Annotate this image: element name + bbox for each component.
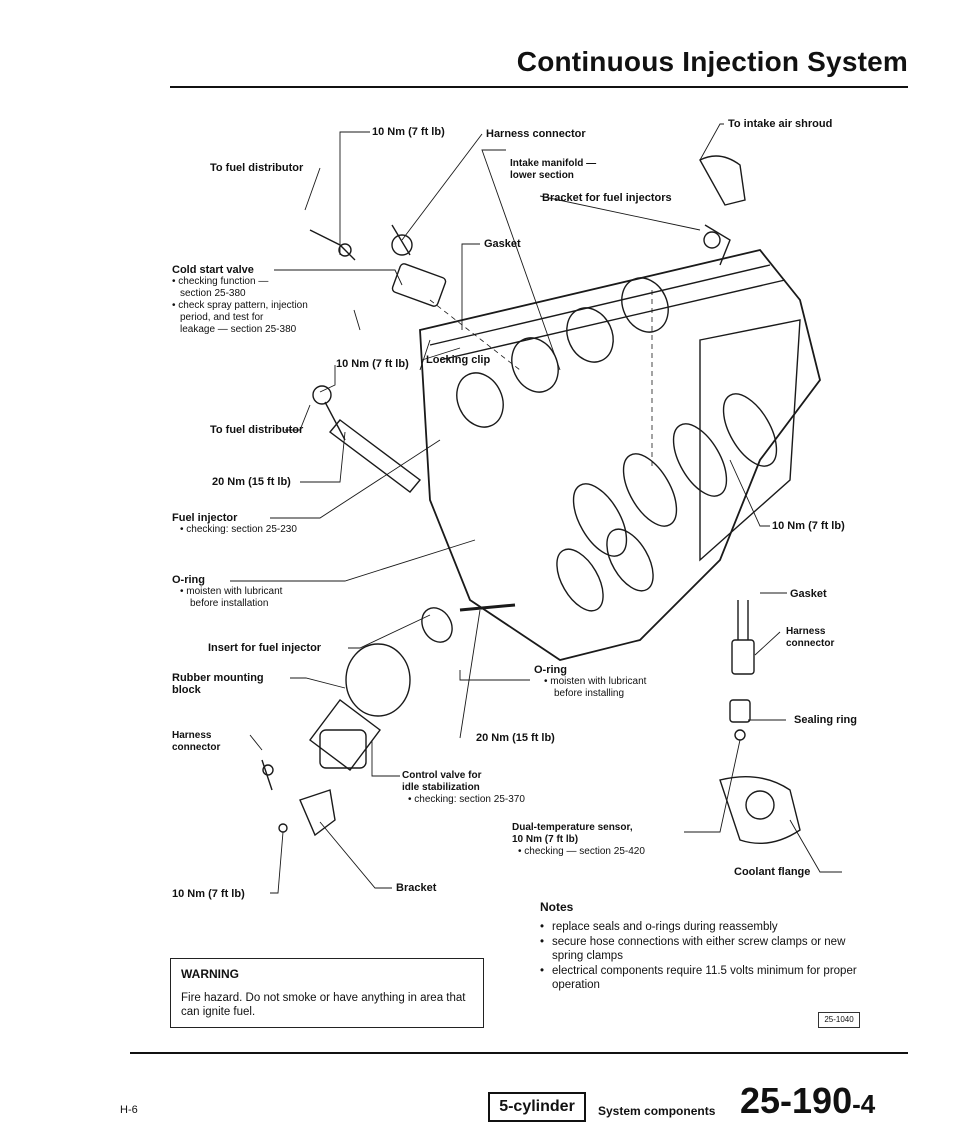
label-gasket-right: Gasket	[790, 588, 827, 600]
note-item: • replace seals and o-rings during reassembly	[540, 920, 860, 934]
label-oring-left: O-ring • moisten with lubricant before installation	[172, 574, 283, 609]
engine-badge: 5-cylinder	[488, 1092, 586, 1122]
label-gasket-top: Gasket	[484, 238, 521, 250]
footer-rule	[130, 1052, 908, 1054]
label-oring-mid: O-ring • moisten with lubricant before installing	[534, 664, 647, 699]
label-sealing-ring: Sealing ring	[794, 714, 857, 726]
label-control-valve: Control valve for idle stabilization • checking: section 25-370	[402, 770, 525, 805]
label-cold-start-valve: Cold start valve • checking function — section 25-380 • check spray pattern, injection period, and test for leakage — section 25-380	[172, 264, 308, 335]
notes-list	[540, 920, 860, 993]
label-locking-clip: Locking clip	[426, 354, 491, 366]
label-harness-connector-right: Harness connector	[786, 626, 835, 649]
label-torque-20-left: 20 Nm (15 ft lb)	[212, 476, 291, 488]
label-insert-fuel-injector: Insert for fuel injector	[208, 642, 322, 654]
note-item: • secure hose connections with either screw clamps or new spring clamps	[540, 935, 860, 963]
warning-text: Fire hazard. Do not smoke or have anything in area that can ignite fuel.	[181, 992, 466, 1018]
label-harness-connector-top: Harness connector	[486, 128, 586, 140]
label-to-fuel-distributor-top: To fuel distributor	[210, 162, 304, 174]
label-torque-csv: 10 Nm (7 ft lb)	[336, 358, 409, 370]
section-name: System components	[598, 1104, 716, 1118]
figure-code: 25-1040	[818, 1012, 860, 1028]
page-left-number: H-6	[120, 1104, 138, 1116]
page-title: Continuous Injection System	[516, 46, 908, 77]
page-number: 25-190-4	[740, 1080, 876, 1121]
label-rubber-mounting-block: Rubber mounting block	[172, 672, 264, 696]
label-to-intake-air-shroud: To intake air shroud	[728, 118, 833, 130]
label-to-fuel-distributor-mid: To fuel distributor	[210, 424, 304, 436]
label-intake-manifold: Intake manifold — lower section	[510, 158, 597, 181]
label-torque-20-mid: 20 Nm (15 ft lb)	[476, 732, 555, 744]
label-fuel-injector: Fuel injector • checking: section 25-230	[172, 512, 297, 535]
label-coolant-flange: Coolant flange	[734, 866, 811, 878]
warning-box	[170, 958, 484, 1028]
label-dual-temperature-sensor: Dual-temperature sensor, 10 Nm (7 ft lb) • checking — section 25-420	[512, 822, 645, 857]
label-torque-top: 10 Nm (7 ft lb)	[372, 126, 445, 138]
label-bracket-fuel-injectors: Bracket for fuel injectors	[542, 192, 672, 204]
label-harness-connector-left: Harness connector	[172, 730, 221, 753]
label-torque-bottom: 10 Nm (7 ft lb)	[172, 888, 245, 900]
note-item: • electrical components require 11.5 volts minimum for proper operation	[540, 964, 860, 992]
warning-title: WARNING	[181, 967, 239, 981]
label-bracket-bottom: Bracket	[396, 882, 437, 894]
label-torque-right: 10 Nm (7 ft lb)	[772, 520, 845, 532]
notes-title: Notes	[540, 900, 574, 914]
